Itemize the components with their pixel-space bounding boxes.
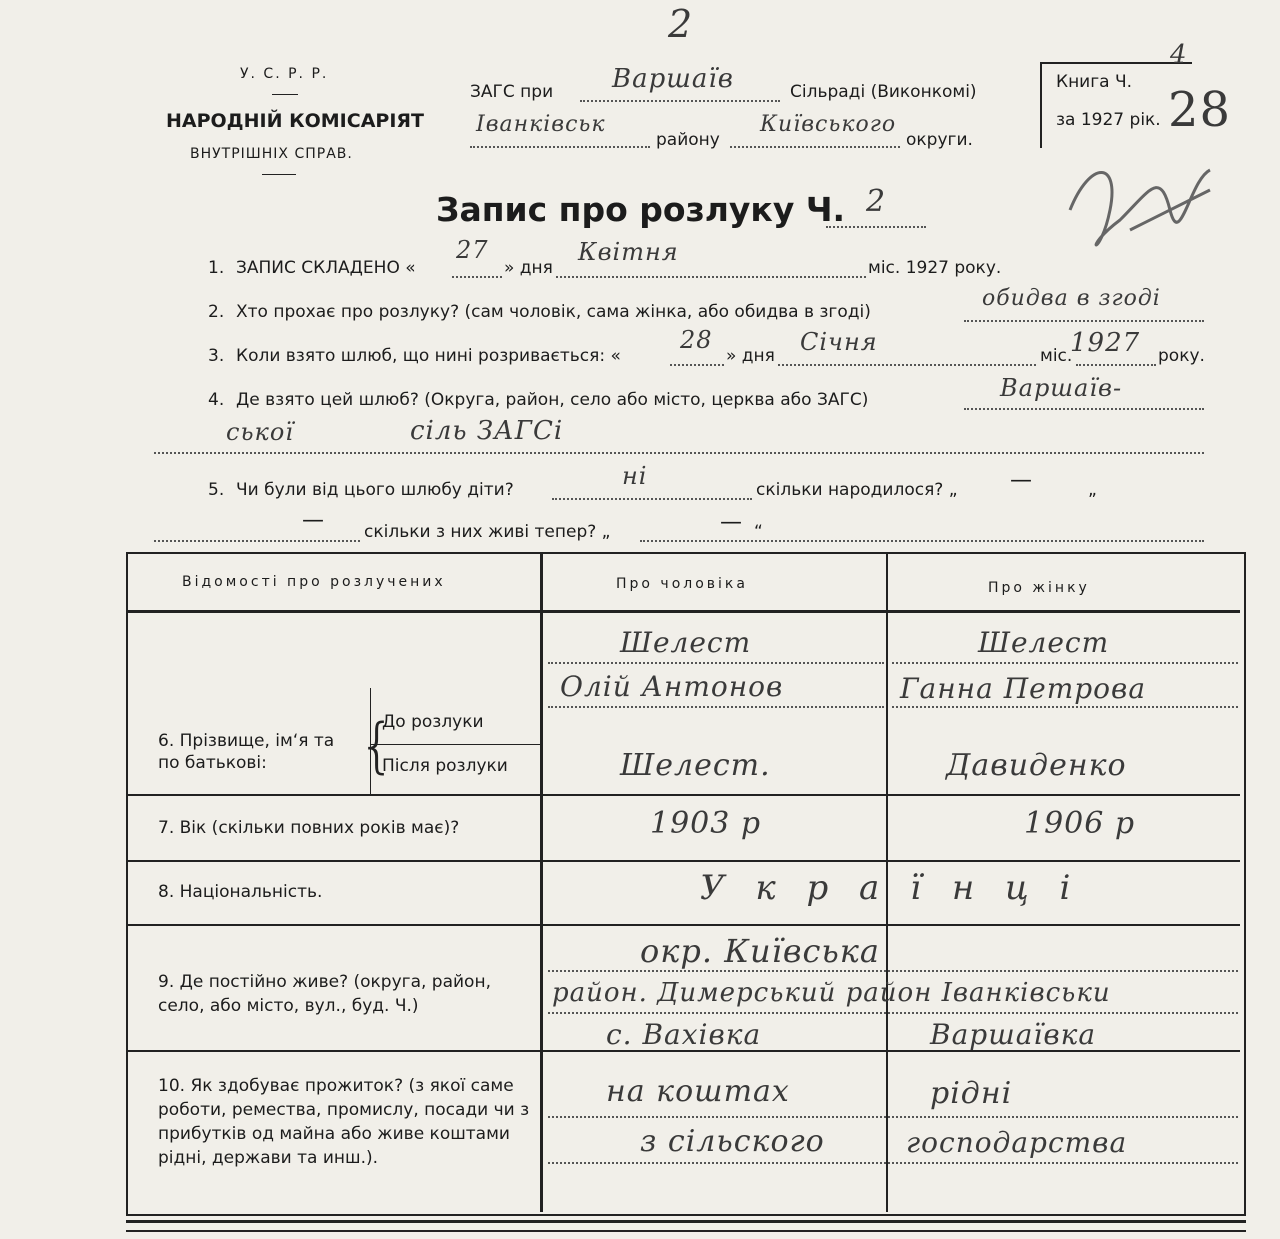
bottom-rule-2 <box>126 1230 1246 1232</box>
husband-before-2: Олій Антонов <box>560 670 784 703</box>
q5-end-2: “ <box>754 522 763 542</box>
row6-subcol-divider <box>370 688 371 794</box>
q4-num: 4. <box>208 390 225 410</box>
q5-text2: скільки народилося? „ <box>756 480 958 500</box>
q2-text: Хто прохає про розлуку? (сам чоловік, сама жінка, або обидва в згоді) <box>236 302 871 322</box>
col-divider-1 <box>540 554 543 1212</box>
book-label: Книга Ч. <box>1056 72 1133 92</box>
book-number2-handwritten: 28 <box>1168 82 1232 138</box>
q1-day-line <box>452 276 502 278</box>
q3-year-line <box>1076 364 1156 366</box>
q5-text3: скільки з них живі тепер? „ <box>364 522 611 542</box>
q3-num: 3. <box>208 346 225 366</box>
zags-village-line <box>580 100 780 102</box>
wife-after: Давиденко <box>946 748 1127 783</box>
q2-num: 2. <box>208 302 225 322</box>
ussr-label: У. С. Р. Р. <box>240 66 329 82</box>
header-rule-2 <box>262 174 296 175</box>
q5-answer-handwritten: ні <box>622 462 648 490</box>
row9-line-2 <box>548 1012 1238 1014</box>
district-line <box>470 146 650 148</box>
row6-brace: { <box>358 711 397 781</box>
q1-after-day: » дня <box>504 258 553 278</box>
q1-tail: міс. 1927 року. <box>868 258 1002 278</box>
q3-year-handwritten: 1927 <box>1070 328 1141 358</box>
q4-text: Де взято цей шлюб? (Округа, район, село або місто, церква або ЗАГС) <box>236 390 869 410</box>
q5-line-3 <box>640 540 1204 542</box>
wife-line-1 <box>892 662 1238 664</box>
row8-divider <box>128 924 1240 926</box>
row7-label: 7. Вік (скільки повних років має)? <box>158 818 460 838</box>
wife-before-1: Шелест <box>978 626 1110 659</box>
header-rule <box>272 94 298 95</box>
ministry-label: ВНУТРІШНІХ СПРАВ. <box>190 146 353 162</box>
row6-before-label: До розлуки <box>382 712 484 732</box>
row10-label: 10. Як здобуває прожиток? (з якої саме роботи, ремества, промислу, посади чи з прибутків од майна або живе коштами рідні, держави та инш.). <box>158 1076 530 1168</box>
residence-line-3a: с. Вахівка <box>606 1018 762 1051</box>
q3-day-handwritten: 28 <box>680 326 713 354</box>
wife-before-2: Ганна Петрова <box>900 672 1147 705</box>
nationality-value: У к р а ї н ц і <box>700 868 1081 908</box>
q3-mis: міс. <box>1040 346 1073 366</box>
q3-month-line <box>778 364 1036 366</box>
q3-tail: року. <box>1158 346 1205 366</box>
husband-before-1: Шелест <box>620 626 752 659</box>
wife-line-2 <box>892 706 1238 708</box>
record-title: Запис про розлуку Ч. <box>436 190 846 229</box>
zags-prefix: ЗАГС при <box>470 82 554 102</box>
q3-text: Коли взято шлюб, що нині розривається: « <box>236 346 621 366</box>
book-year-label: за 1927 рік. <box>1056 110 1161 130</box>
bottom-rule-1 <box>126 1220 1246 1223</box>
row9-line-1 <box>548 970 1238 972</box>
row6-label: 6. Прізвище, ім‘я та по батькові: <box>158 731 335 773</box>
residence-line-2: район. Димерський район Іванківськи <box>552 978 1111 1008</box>
q5-num: 5. <box>208 480 225 500</box>
zags-village-handwritten: Варшаїв <box>612 64 734 94</box>
husband-after: Шелест. <box>620 748 771 783</box>
q5-end: „ <box>1088 480 1097 500</box>
title-number-handwritten: 2 <box>866 184 887 219</box>
header-husband: Про чоловіка <box>616 576 748 592</box>
q3-after-day: » дня <box>726 346 775 366</box>
residence-line-1: окр. Київська <box>640 932 880 970</box>
q1-day-handwritten: 27 <box>456 236 489 264</box>
wife-income-2: господарства <box>906 1126 1128 1159</box>
header-wife: Про жінку <box>988 580 1090 596</box>
q2-answer-handwritten: обидва в згоді <box>982 286 1161 311</box>
district-handwritten: Іванківськ <box>476 112 606 137</box>
okrug-label: округи. <box>906 130 973 150</box>
q1-text: ЗАПИС СКЛАДЕНО « <box>236 258 416 278</box>
q3-day-line <box>670 364 724 366</box>
page-number: 2 <box>668 2 694 46</box>
book-number-handwritten: 4 <box>1170 40 1188 70</box>
row10-line-1 <box>548 1116 1238 1118</box>
title-number-line <box>826 226 926 228</box>
q4-answer-line-2 <box>154 452 1204 454</box>
wife-income-1: рідні <box>930 1076 1013 1111</box>
husband-income-1: на коштах <box>606 1074 790 1109</box>
q4-answer-line-1 <box>964 408 1204 410</box>
header-subjects: Відомості про розлучених <box>182 574 446 590</box>
q5-answer-line <box>552 498 752 500</box>
residence-line-3b: Варшаївка <box>930 1018 1097 1051</box>
row6-after-label: Після розлуки <box>382 756 508 776</box>
okrug-handwritten: Київського <box>760 112 897 137</box>
table-header-line <box>128 610 1240 613</box>
q1-month-line <box>556 276 866 278</box>
q4-answer-handwritten-1: Варшаїв- <box>1000 374 1123 402</box>
row9-label: 9. Де постійно живе? (округа, район, село, або місто, вул., буд. Ч.) <box>158 972 491 1016</box>
q5-dash: — <box>1010 468 1032 493</box>
zags-suffix: Сільраді (Виконкомі) <box>790 82 977 102</box>
q5-text: Чи були від цього шлюбу діти? <box>236 480 514 500</box>
wife-age: 1906 р <box>1024 806 1136 841</box>
q4-answer-handwritten-3: сіль ЗАГСі <box>410 416 564 446</box>
signature-stamp <box>1060 150 1230 270</box>
husband-line-2 <box>548 706 884 708</box>
district-label: району <box>656 130 720 150</box>
q2-answer-line <box>964 320 1204 322</box>
q3-month-handwritten: Січня <box>800 328 878 356</box>
q5-line-2 <box>154 540 360 542</box>
row7-divider <box>128 860 1240 862</box>
husband-line-1 <box>548 662 884 664</box>
row6-divider <box>128 794 1240 796</box>
q5-dash-2: — <box>302 508 324 533</box>
row6-subrow-line <box>370 744 540 745</box>
row8-label: 8. Національність. <box>158 882 323 902</box>
husband-age: 1903 р <box>650 806 762 841</box>
q5-dash-3: — <box>720 510 742 535</box>
okrug-line <box>730 146 900 148</box>
q4-answer-handwritten-2: ської <box>226 418 294 446</box>
husband-income-2: з сільского <box>640 1124 825 1159</box>
q1-num: 1. <box>208 258 225 278</box>
q1-month-handwritten: Квітня <box>578 238 679 266</box>
row10-line-2 <box>548 1162 1238 1164</box>
commissariat-label: НАРОДНІЙ КОМІСАРІЯТ <box>166 110 424 132</box>
